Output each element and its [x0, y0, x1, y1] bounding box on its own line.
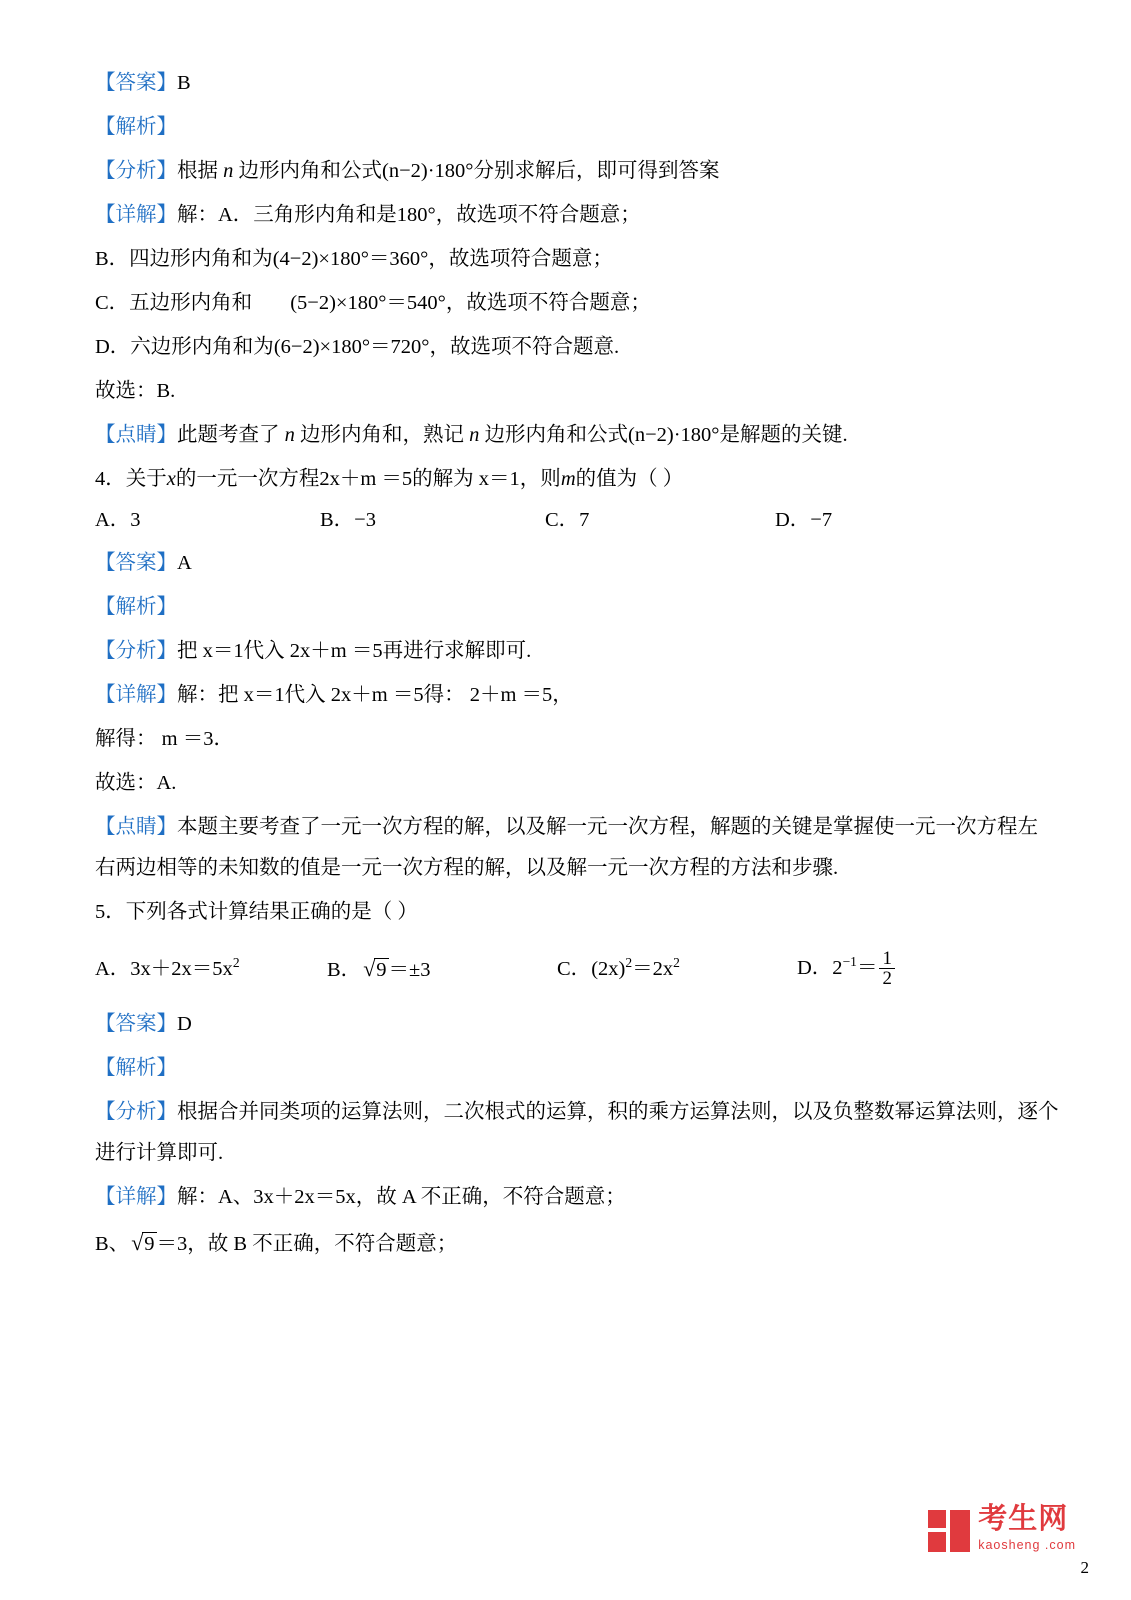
q3-analysis-text-c: 分别求解后，即可得到答案 [473, 160, 720, 183]
q4-analysis-line [95, 638, 1031, 665]
q5-answer-value: D [177, 1013, 192, 1036]
analysis-tag: 【分析】 [95, 1101, 177, 1124]
point-tag: 【点睛】 [95, 424, 177, 447]
q3-analysis-formula: (n−2)·180° [382, 160, 474, 183]
q3-answer-value: B [177, 72, 191, 94]
q5-line-b [95, 1228, 1031, 1258]
q3-option-b-line [95, 246, 1031, 273]
q5-detail-line [95, 1184, 1031, 1211]
q3-opt-b-tail: ，故选项符合题意； [428, 248, 613, 271]
watermark-logo [928, 1505, 1076, 1552]
q4-var-x: x [166, 468, 176, 491]
q3-opt-d: D．六边形内角和为 [95, 336, 274, 359]
q4-stem-line [95, 466, 1031, 493]
q3-point-line [95, 422, 1031, 449]
q5-explain-line [95, 1055, 1031, 1082]
watermark-text [978, 1505, 1076, 1552]
q5-opt-c-base: (2x) [591, 957, 626, 980]
explain-tag: 【解析】 [95, 116, 177, 139]
q3-detail-line [95, 202, 1031, 229]
q4-solve-line: 解得： m ＝3． [95, 728, 234, 751]
var-n: n [218, 160, 239, 183]
q4-point-line-2: 右两边相等的未知数的值是一元一次方程的解，以及解一元一次方程的方法和步骤. [95, 857, 839, 880]
q3-choose-line: 故选：B. [95, 380, 176, 403]
detail-tag: 【详解】 [95, 684, 177, 707]
q4-stem-c: 的值为（ ） [575, 468, 684, 491]
q5-opt-d-den: 2 [879, 968, 894, 989]
q5-option-d[interactable] [797, 949, 997, 990]
q4-option-d[interactable]: D．−7 [775, 509, 833, 532]
q3-analysis-text-b: 边形内角和公式 [238, 160, 382, 183]
sqrt-icon: √9 [363, 955, 387, 981]
q3-opt-b: B．四边形内角和为 [95, 248, 273, 271]
q5-answer-line [95, 1011, 1031, 1038]
q5-stem-line [95, 899, 1031, 926]
q5-opt-d-eq: ＝ [856, 956, 878, 979]
var-n-3: n [464, 424, 485, 447]
q3-opt-d-formula: (6−2)×180°＝720° [273, 336, 430, 359]
q5-opt-a-exp: 2 [232, 954, 240, 970]
page-number: 2 [1080, 1558, 1089, 1577]
analysis-tag: 【分析】 [95, 640, 177, 663]
q4-answer-value: A [177, 552, 192, 575]
q5-number: 5． [95, 901, 126, 924]
q5-options-row [95, 949, 1031, 990]
q4-detail-text: 解：把 x＝1代入 2x＋m ＝5得： 2＋m ＝5， [177, 684, 573, 707]
q5-option-a[interactable] [95, 956, 327, 983]
q3-detail-text: 解：A．三角形内角和是180°，故选项不符合题意； [177, 204, 641, 227]
analysis-tag: 【分析】 [95, 160, 177, 183]
q3-opt-c-formula: (5−2)×180°＝540° [290, 292, 446, 315]
q4-stem-b: 的一元一次方程2x＋m ＝5的解为 x＝1，则 [175, 468, 561, 491]
q3-point-b: 边形内角和，熟记 [300, 424, 464, 447]
q3-explain-line [95, 114, 1031, 141]
watermark-subtitle: kaosheng .com [978, 1538, 1076, 1552]
detail-tag: 【详解】 [95, 204, 177, 227]
q4-point-text-1: 本题主要考查了一元一次方程的解，以及解一元一次方程，解题的关键是掌握使一元一次方程左 [177, 816, 1038, 839]
q5-opt-a-text: A．3x＋2x＝5x [95, 957, 233, 980]
q4-var-m: m [560, 468, 576, 491]
q4-number: 4． [95, 468, 126, 491]
q5-line-b-rad: 9 [144, 1233, 155, 1256]
logo-icon [928, 1510, 970, 1552]
q5-opt-d-pre: D．2 [797, 956, 843, 979]
answer-tag: 【答案】 [95, 72, 177, 94]
q3-point-c: 边形内角和公式 [484, 424, 628, 447]
q4-detail-line [95, 682, 1031, 709]
point-tag: 【点睛】 [95, 816, 177, 839]
q5-option-c[interactable] [557, 956, 797, 983]
q3-analysis-text-a: 根据 [177, 160, 218, 183]
q3-point-d: 是解题的关键. [719, 424, 848, 447]
answer-tag: 【答案】 [95, 552, 177, 575]
q3-analysis-line [95, 158, 1031, 185]
q3-opt-c-tail: ，故选项不符合题意； [445, 292, 651, 315]
q3-opt-c: C．五边形内角和 [95, 292, 253, 315]
q5-line-b-tail: ＝3，故 B 不正确，不符合题意； [156, 1233, 458, 1256]
q5-opt-b-pre: B． [327, 958, 362, 981]
q4-stem-a: 关于 [125, 468, 167, 491]
q5-stem: 下列各式计算结果正确的是（ ） [125, 901, 418, 924]
answer-tag: 【答案】 [95, 1013, 177, 1036]
q5-opt-b-tail: ＝±3 [388, 958, 431, 981]
q3-option-c-line [95, 290, 1031, 317]
q5-opt-c-eq: ＝2x [632, 957, 674, 980]
q3-point-formula: (n−2)·180° [628, 424, 720, 447]
q5-opt-b-rad: 9 [376, 958, 387, 981]
q5-analysis-line-2: 进行计算即可. [95, 1142, 224, 1165]
detail-tag: 【详解】 [95, 1186, 177, 1209]
q4-point-line-1 [95, 814, 1038, 841]
q4-explain-line [95, 594, 1031, 621]
q3-answer-line [95, 70, 1031, 97]
q5-opt-c-exp: 2 [625, 954, 633, 970]
var-n-2: n [279, 424, 300, 447]
q4-answer-line [95, 550, 1031, 577]
q5-option-b[interactable] [327, 955, 557, 984]
explain-tag: 【解析】 [95, 596, 177, 619]
q5-analysis-line-1 [95, 1099, 1059, 1126]
q4-option-b[interactable]: B．−3 [320, 509, 376, 532]
fraction-half [879, 949, 894, 990]
explain-tag: 【解析】 [95, 1057, 177, 1080]
q4-choose-line: 故选：A. [95, 772, 177, 795]
q4-analysis-text: 把 x＝1代入 2x＋m ＝5再进行求解即可. [177, 640, 532, 663]
q5-opt-d-exp: −1 [842, 953, 857, 969]
watermark-title: 考生网 [978, 1503, 1069, 1535]
q3-opt-b-formula: (4−2)×180°＝360° [272, 248, 429, 271]
q3-option-d-line [95, 334, 1031, 361]
q3-opt-d-tail: ，故选项不符合题意. [429, 336, 620, 359]
q4-option-a[interactable]: A．3 [95, 509, 141, 532]
q5-opt-d-num: 1 [882, 947, 892, 969]
q5-opt-c-pre: C． [557, 957, 592, 980]
q4-option-c[interactable]: C．7 [545, 509, 590, 532]
q3-point-a: 此题考查了 [177, 424, 280, 447]
sqrt-icon: √9 [131, 1230, 155, 1256]
q5-line-b-pre: B、 [95, 1233, 130, 1256]
q5-opt-c-exp2: 2 [673, 954, 680, 970]
q5-analysis-text-1: 根据合并同类项的运算法则，二次根式的运算，积的乘方运算法则，以及负整数幂运算法则，逐个 [177, 1101, 1059, 1124]
q4-options-row [95, 507, 1031, 534]
q5-detail-text: 解：A、3x＋2x＝5x，故 A 不正确，不符合题意； [177, 1186, 626, 1209]
